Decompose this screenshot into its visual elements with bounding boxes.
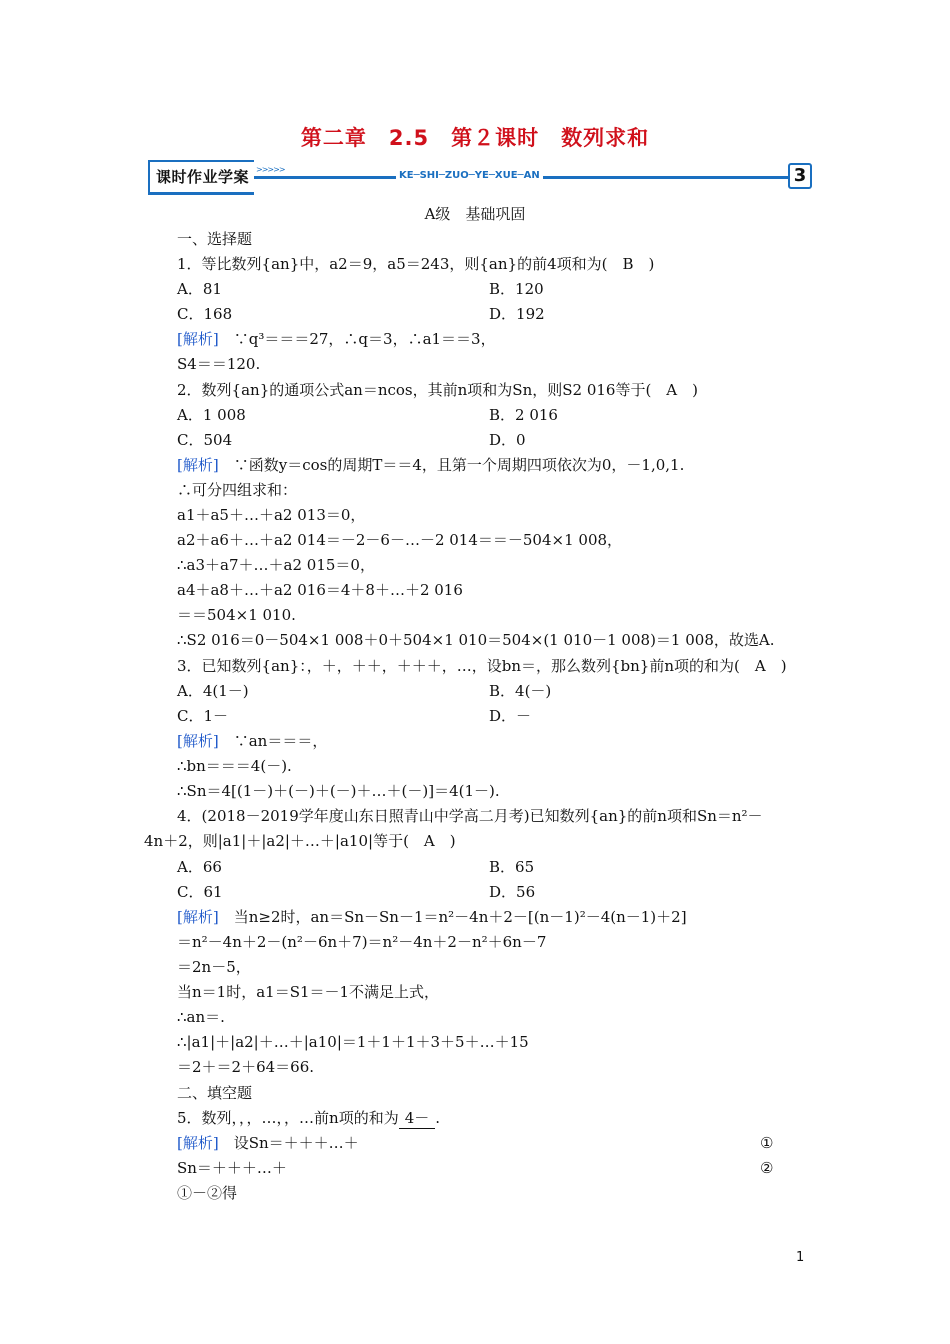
solution-tag: [解析] — [177, 908, 219, 926]
q5-solution-line: Sn＝＋＋＋…＋ — [177, 1159, 287, 1177]
q1-solution-line: S4＝＝120. — [177, 355, 261, 373]
q2-option-c: C．504 — [177, 431, 233, 449]
q2-option-a: A．1 008 — [177, 406, 246, 424]
solution-tag: [解析] — [177, 1134, 219, 1152]
q2-solution-line: ∴可分四组求和： — [177, 481, 298, 499]
q3-option-d: D．－ — [489, 707, 532, 725]
q3-solution-line: ∴bn＝＝＝4(－). — [177, 757, 292, 775]
equation-marker-2: ② — [760, 1159, 774, 1177]
q3-option-c: C．1－ — [177, 707, 229, 725]
q3-solution — [177, 731, 327, 751]
banner-pinyin: KE─SHI─ZUO─YE─XUE─AN — [396, 170, 543, 181]
section-heading-fill: 二、填空题 — [177, 1084, 253, 1102]
q5-stem-text: 5．数列，，，…，，…前n项的和为 — [177, 1109, 399, 1127]
solution-tag: [解析] — [177, 732, 219, 750]
q2-option-d: D．0 — [489, 431, 526, 449]
q5-solution — [177, 1133, 359, 1153]
q5-solution-line: ①－②得 — [177, 1184, 238, 1202]
q1-option-a: A．81 — [177, 280, 222, 298]
q4-solution-line: ∴|a1|＋|a2|＋…＋|a10|＝1＋1＋1＋3＋5＋…＋15 — [177, 1033, 529, 1051]
q3-solution-line: ∴Sn＝4[(1－)＋(－)＋(－)＋…＋(－)]＝4(1－). — [177, 782, 500, 800]
banner-label-box — [148, 160, 254, 195]
q2-option-b: B．2 016 — [489, 406, 558, 424]
q1-option-b: B．120 — [489, 280, 544, 298]
equation-marker-1: ① — [760, 1134, 774, 1152]
q2-solution-line: ＝＝504×1 010. — [177, 606, 296, 624]
q1-option-d: D．192 — [489, 305, 545, 323]
section-heading-choice: 一、选择题 — [177, 230, 253, 248]
banner-arrows: >>>>> — [256, 165, 285, 174]
q2-solution-line: a4＋a8＋…＋a2 016＝4＋8＋…＋2 016 — [177, 581, 463, 599]
q4-option-a: A．66 — [177, 858, 222, 876]
section-banner — [148, 160, 813, 192]
q2-solution — [177, 455, 684, 475]
q3-option-a: A．4(1－) — [177, 682, 249, 700]
page-number: 1 — [796, 1250, 805, 1265]
q1-solution — [177, 329, 496, 349]
q1-solution-line: ∵q³＝＝＝27，∴q＝3，∴a1＝＝3， — [218, 330, 496, 348]
q2-stem: 2．数列{an}的通项公式an＝ncos，其前n项和为Sn，则S2 016等于( A ) — [177, 381, 698, 399]
q4-solution-line: ＝n²－4n＋2－(n²－6n＋7)＝n²－4n＋2－n²＋6n－7 — [177, 933, 547, 951]
q1-stem: 1．等比数列{an}中，a2＝9，a5＝243，则{an}的前4项和为( B ) — [177, 255, 655, 273]
q2-solution-line: a2＋a6＋…＋a2 014＝－2－6－…－2 014＝＝－504×1 008， — [177, 531, 623, 549]
q4-stem: 4．(2018－2019学年度山东日照青山中学高二月考)已知数列{an}的前n项和Sn＝n²－ — [177, 807, 763, 825]
q4-solution-line: ∴an＝. — [177, 1008, 225, 1026]
q2-solution-line: a1＋a5＋…＋a2 013＝0， — [177, 506, 366, 524]
q4-stem-cont: 4n＋2，则|a1|＋|a2|＋…＋|a10|等于( A ) — [144, 832, 456, 850]
q2-solution-line: ∵函数y＝cos的周期T＝＝4，且第一个周期四项依次为0，－1,0,1. — [218, 456, 685, 474]
q5-stem — [177, 1108, 440, 1129]
solution-tag: [解析] — [177, 456, 219, 474]
q5-answer-blank: 4－ — [399, 1108, 436, 1129]
q3-solution-line: ∵an＝＝＝， — [218, 732, 328, 750]
q3-option-b: B．4(－) — [489, 682, 552, 700]
banner-number: 3 — [788, 163, 812, 189]
q5-solution-line: 设Sn＝＋＋＋…＋ — [218, 1134, 359, 1152]
q4-solution-line: 当n≥2时，an＝Sn－Sn－1＝n²－4n＋2－[(n－1)²－4(n－1)＋2] — [218, 908, 687, 926]
solution-tag: [解析] — [177, 330, 219, 348]
q3-stem: 3．已知数列{an}：，＋，＋＋，＋＋＋，…，设bn＝，那么数列{bn}前n项的和为( A ) — [177, 657, 787, 675]
banner-label: 课时作业学案 — [156, 168, 250, 186]
q4-option-d: D．56 — [489, 883, 536, 901]
q4-option-c: C．61 — [177, 883, 223, 901]
q1-option-c: C．168 — [177, 305, 233, 323]
q4-solution-line: ＝2＋＝2＋64＝66. — [177, 1058, 315, 1076]
q4-solution-line: ＝2n－5， — [177, 958, 251, 976]
q2-solution-line: ∴S2 016＝0－504×1 008＋0＋504×1 010＝504×(1 010－1 008)＝1 008，故选A. — [177, 631, 775, 649]
q4-option-b: B．65 — [489, 858, 535, 876]
q4-solution-line: 当n＝1时，a1＝S1＝－1不满足上式， — [177, 983, 440, 1001]
q4-solution — [177, 907, 687, 927]
q2-solution-line: ∴a3＋a7＋…＋a2 015＝0， — [177, 556, 375, 574]
level-heading: A级 基础巩固 — [424, 205, 526, 223]
page-title: 第二章 2.5 第２课时 数列求和 — [300, 126, 650, 150]
q5-stem-end: . — [435, 1109, 441, 1127]
